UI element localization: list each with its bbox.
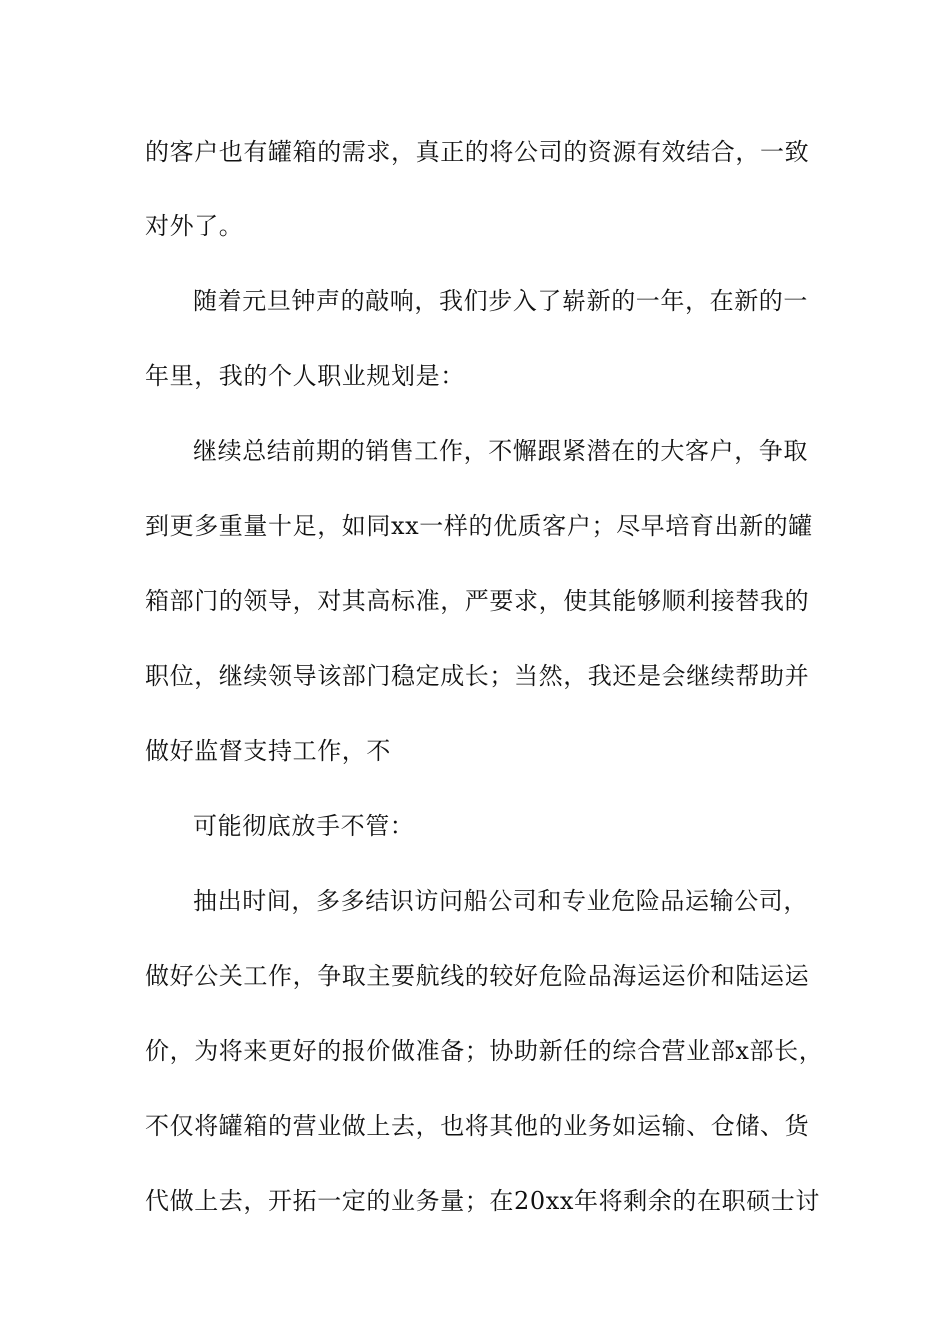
text-line: 代做上去，开拓一定的业务量；在20xx年将剩余的在职硕士讨 — [145, 1187, 821, 1215]
paragraph-start-line: 随着元旦钟声的敲响，我们步入了崭新的一年，在新的一 — [193, 287, 808, 315]
text-line: 的客户也有罐箱的需求，真正的将公司的资源有效结合，一致 — [145, 138, 810, 166]
text-line: 做好公关工作，争取主要航线的较好危险品海运运价和陆运运 — [145, 962, 810, 990]
paragraph-start-line: 继续总结前期的销售工作，不懈跟紧潜在的大客户，争取 — [193, 437, 808, 465]
text-line: 对外了。 — [145, 212, 244, 240]
text-line: 到更多重量十足，如同xx一样的优质客户；尽早培育出新的罐 — [145, 512, 813, 540]
paragraph-start-line: 可能彻底放手不管： — [193, 812, 415, 840]
text-line: 职位，继续领导该部门稳定成长；当然，我还是会继续帮助并 — [145, 662, 810, 690]
text-line: 箱部门的领导，对其高标准，严要求，使其能够顺利接替我的 — [145, 587, 810, 615]
paragraph-start-line: 抽出时间，多多结识访问船公司和专业危险品运输公司， — [193, 887, 808, 915]
text-line: 价，为将来更好的报价做准备；协助新任的综合营业部x部长， — [145, 1037, 824, 1065]
text-line: 年里，我的个人职业规划是： — [145, 362, 465, 390]
text-line: 做好监督支持工作，不 — [145, 737, 391, 765]
text-line: 不仅将罐箱的营业做上去，也将其他的业务如运输、仓储、货 — [145, 1112, 810, 1140]
